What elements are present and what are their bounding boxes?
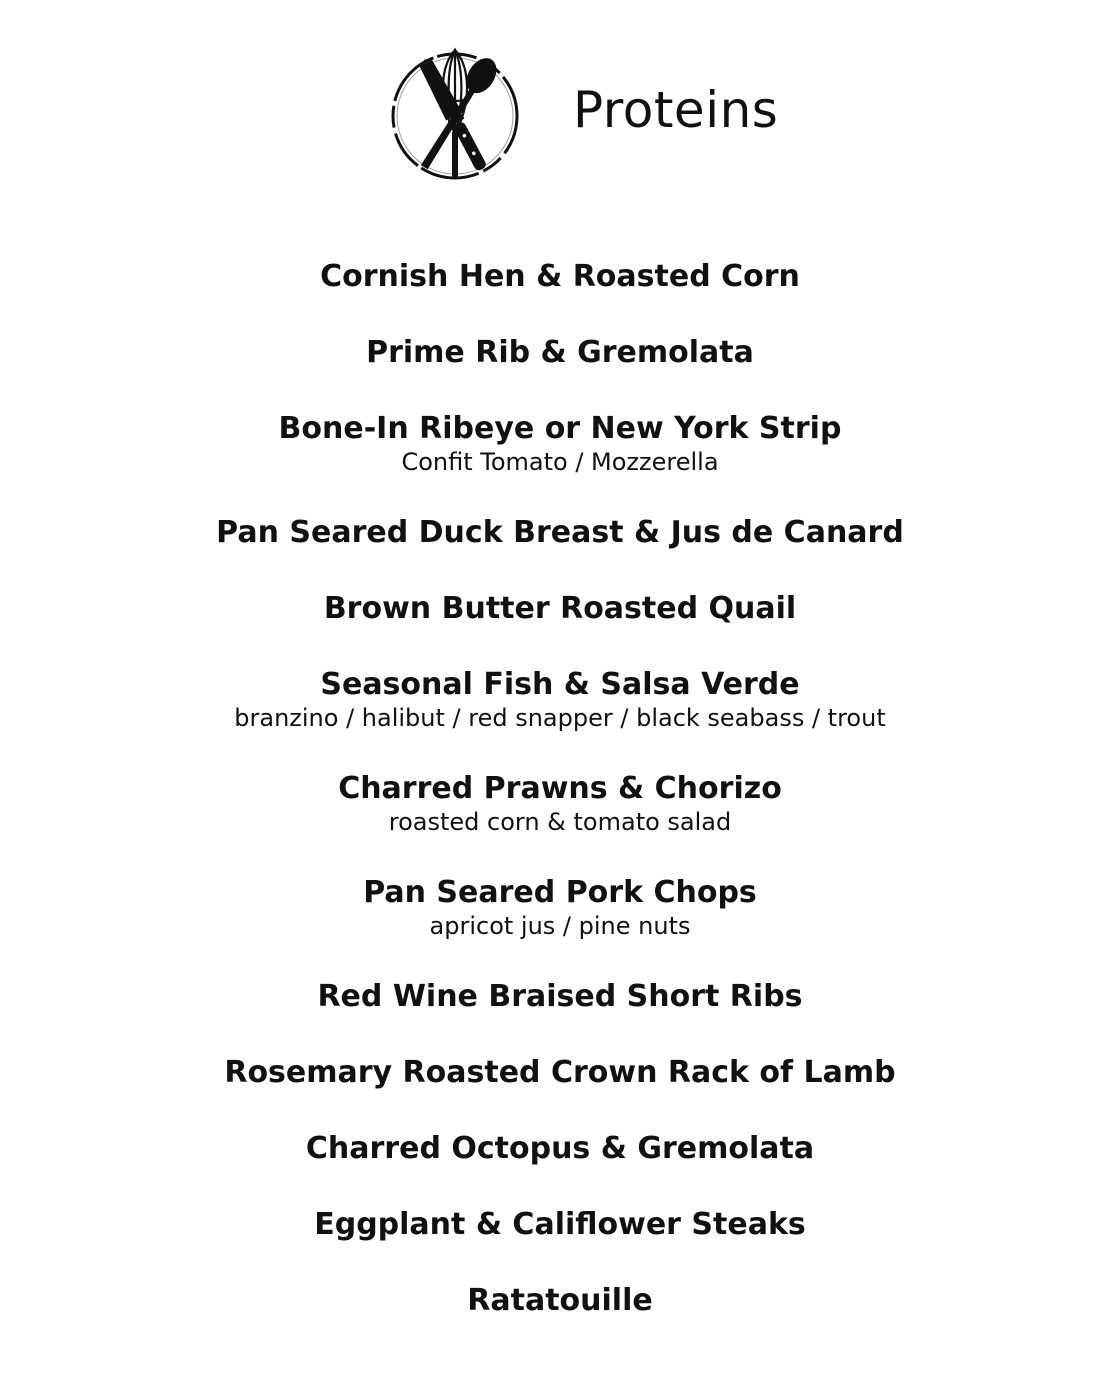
menu-item bbox=[0, 513, 1120, 553]
menu-item-name: Bone-In Ribeye or New York Strip bbox=[278, 411, 842, 446]
menu-item bbox=[0, 589, 1120, 629]
menu-item-description: roasted corn & tomato salad bbox=[388, 808, 732, 836]
menu-item-name: Red Wine Braised Short Ribs bbox=[317, 979, 803, 1014]
menu-item-description: apricot jus / pine nuts bbox=[429, 912, 691, 940]
menu-item bbox=[0, 665, 1120, 733]
menu-item-description: Confit Tomato / Mozzerella bbox=[401, 448, 719, 476]
menu-item-name: Charred Prawns & Chorizo bbox=[338, 771, 782, 806]
menu-item bbox=[0, 1129, 1120, 1169]
page-title: Proteins bbox=[573, 81, 779, 139]
menu-item bbox=[0, 1053, 1120, 1093]
menu-item-name: Pan Seared Pork Chops bbox=[363, 875, 757, 910]
menu-item bbox=[0, 409, 1120, 477]
menu-item bbox=[0, 1281, 1120, 1321]
menu-item bbox=[0, 333, 1120, 373]
menu-item-name: Ratatouille bbox=[467, 1283, 653, 1318]
menu-item bbox=[0, 977, 1120, 1017]
menu-item-name: Charred Octopus & Gremolata bbox=[305, 1131, 815, 1166]
crossed-knife-whisk-spoon-icon bbox=[380, 38, 530, 188]
menu-item-description: branzino / halibut / red snapper / black seabass / trout bbox=[234, 704, 886, 732]
menu-item-name: Pan Seared Duck Breast & Jus de Canard bbox=[216, 515, 904, 550]
menu-item-name: Prime Rib & Gremolata bbox=[366, 335, 754, 370]
menu-header bbox=[0, 38, 1120, 188]
menu-item bbox=[0, 1205, 1120, 1245]
menu-item-name: Brown Butter Roasted Quail bbox=[323, 591, 797, 626]
menu-item-name: Rosemary Roasted Crown Rack of Lamb bbox=[224, 1055, 896, 1090]
menu-item-name: Cornish Hen & Roasted Corn bbox=[320, 259, 800, 294]
menu-item bbox=[0, 769, 1120, 837]
protein-menu-list bbox=[0, 257, 1120, 1357]
menu-item bbox=[0, 873, 1120, 941]
menu-item bbox=[0, 257, 1120, 297]
menu-item-name: Seasonal Fish & Salsa Verde bbox=[320, 667, 800, 702]
menu-item-name: Eggplant & Califlower Steaks bbox=[314, 1207, 806, 1242]
